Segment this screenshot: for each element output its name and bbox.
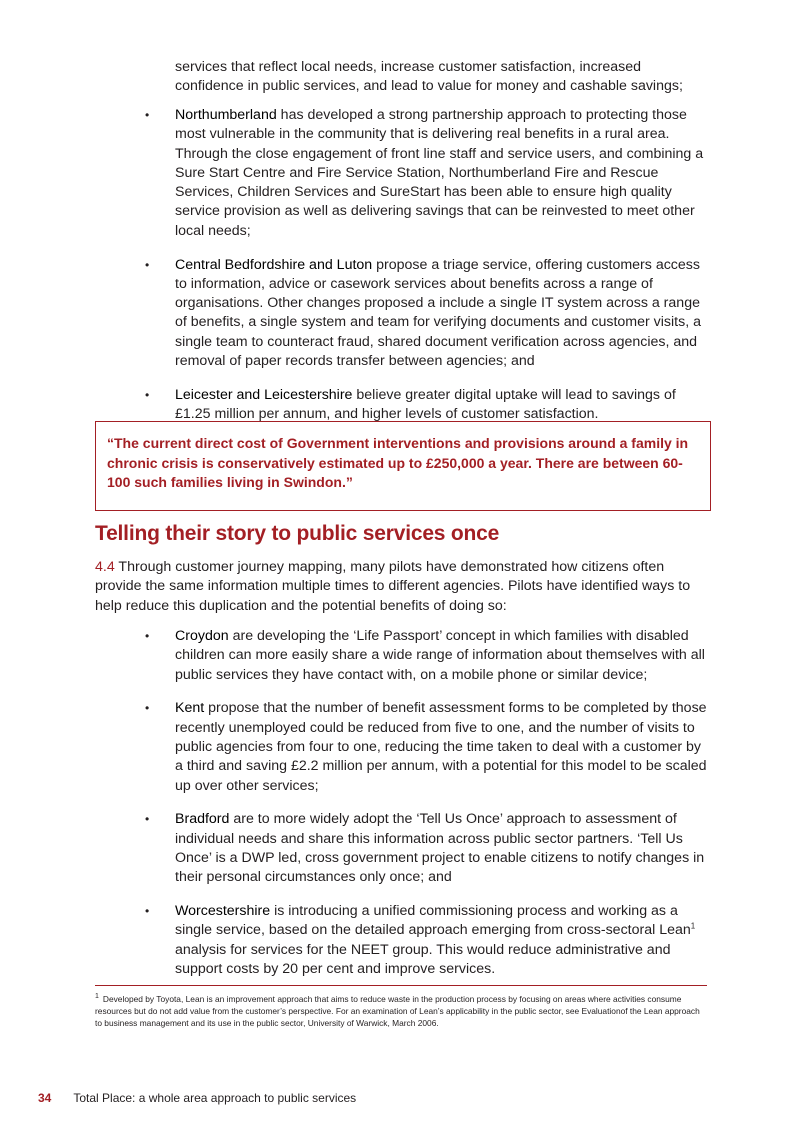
pilot-name: Croydon [175, 628, 229, 644]
list-item [142, 106, 712, 241]
footnote [95, 991, 707, 1029]
bullet-icon: • [145, 257, 150, 272]
page-footer [38, 1091, 356, 1105]
pilot-name: Bradford [175, 811, 230, 828]
pilot-description-continued: analysis for services for the NEET group. This would reduce administrative and support costs by 20 per cent and improve services. [175, 941, 671, 977]
footnote-divider [95, 985, 707, 986]
footnote-reference[interactable]: 1 [690, 921, 696, 931]
paragraph-number: 4.4 [95, 559, 115, 575]
paragraph-text: Through customer journey mapping, many pilots have demonstrated how citizens often provide the same information multiple times to different agencies. Pilots have identified ways to help reduce this duplication and the potential benefits of doing so: [95, 559, 691, 614]
pilot-name: Central Bedfordshire and Luton [175, 256, 373, 273]
bullet-icon: • [145, 108, 150, 122]
footnote-marker: 1 [95, 993, 99, 1000]
document-title: Total Place: a whole area approach to public services [73, 1091, 357, 1105]
bullet-list-top [142, 106, 712, 439]
continuation-text: services that reflect local needs, increase customer satisfaction, increased confidence in public services, and lead to value for money and cashable savings; [175, 59, 683, 95]
pilot-description: believe greater digital uptake will lead to savings of £1.25 million per annum, and higher levels of customer satisfaction. [175, 386, 676, 423]
bullet-icon: • [145, 812, 150, 827]
pilot-description: are developing the ‘Life Passport’ concept in which families with disabled children can more easily share a wide range of information about themselves with all public services they have contact with, on a mobile phone or similar device; [175, 628, 705, 683]
list-item [142, 902, 712, 979]
pull-quote-text: “The current direct cost of Government interventions and provisions around a family in chronic crisis is conservatively estimated up to £250,000 a year. There are between 60-100 such families living in Swindon.” [107, 435, 689, 490]
page-number: 34 [38, 1091, 52, 1105]
bullet-list-bottom [142, 627, 712, 994]
list-item [142, 810, 712, 887]
pilot-description: propose that the number of benefit assessment forms to be completed by those recently unemployed could be reduced from five to one, and the number of visits to public agencies from four to one, reducing the time taken to deal with a customer by a third and saving £2.2 million per annum, with a potential for this model to be scaled up over other services; [175, 700, 707, 794]
pilot-name: Leicester and Leicestershire [175, 386, 353, 403]
bullet-icon: • [145, 629, 150, 643]
bullet-icon: • [145, 701, 150, 716]
pilot-description: is introducing a unified commissioning process and working as a single service, based on the detailed approach emerging from cross-sectoral Lean [175, 903, 691, 939]
bullet-icon: • [145, 904, 150, 919]
pilot-name: Kent [175, 700, 205, 717]
list-item [142, 627, 712, 685]
pilot-description: propose a triage service, offering customers access to information, advice or casework services about benefits across a range of organisations. Other changes proposed a include a single IT system across a range of benefits, a single system and team for verifying documents and customer visits, a single team to counteract fraud, shared document verification across agencies, and removal of paper records transfer between agencies; and [175, 256, 701, 370]
bullet-icon: • [145, 387, 150, 402]
pilot-description: has developed a strong partnership approach to protecting those most vulnerable in the community that is delivering real benefits in a rural area. Through the close engagement of front line staff and service users, and combining a Sure Start Centre and Fire Service Station, Northumberland Fire and Rescue Services, Children Services and SureStart has been able to ensure high quality service provision as well as delivering savings that can be reinvested to meet other local needs; [175, 107, 704, 239]
pilot-name: Worcestershire [175, 903, 271, 920]
section-heading: Telling their story to public services once [95, 522, 500, 545]
list-item [142, 256, 712, 372]
list-item [142, 386, 712, 425]
pull-quote-box [95, 421, 711, 511]
pilot-name: Northumberland [175, 107, 277, 123]
list-item [142, 699, 712, 795]
footnote-text: Developed by Toyota, Lean is an improvement approach that aims to reduce waste in the production process by focusing on areas where activities consume resources but do not add value from the customer’s perspective. For an examination of Lean’s applicability in the public sector, see Evaluationof the Lean approach to business management and its use in the public sector, University of Warwick, March 2006. [95, 993, 700, 1028]
pilot-description: are to more widely adopt the ‘Tell Us Once’ approach to assessment of individual needs and share this information across public sector partners. ‘Tell Us Once’ is a DWP led, cross government project to enable citizens to notify changes in their personal circumstances only once; and [175, 811, 705, 886]
paragraph-4-4 [95, 558, 710, 616]
